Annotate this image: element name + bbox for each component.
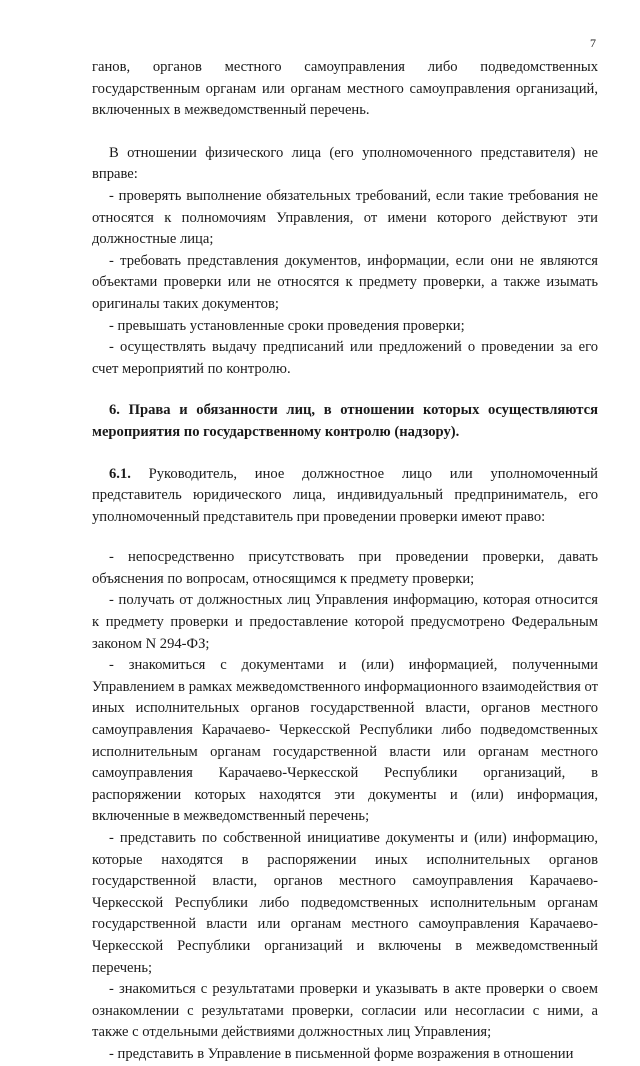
subsection-paragraph bbox=[92, 464, 598, 529]
right-item: - знакомиться с результатами проверки и указывать в акте проверки о своем ознакомлении с результатами проверки, согласии или несогласии с ними, а также с отдельными действиями должностных лиц Управления; bbox=[92, 981, 598, 1041]
right-item: - непосредственно присутствовать при проведении проверки, давать объяснения по вопросам, относящимся к предмету проверки; bbox=[92, 549, 598, 587]
right-item: - представить по собственной инициативе документы и (или) информацию, которые находятся в распоряжении иных исполнительных органов государственной власти, органов местного самоуправления Карачаево- Черкесской Республики либо подведомственных исполнительным органам государственной власти или органам местного самоуправления Карачаево- Черкесской Республики организаций и включены в межведомственный перечень; bbox=[92, 830, 598, 976]
prohibition-item: - проверять выполнение обязательных требований, если такие требования не относятся к полномочиям Управления, от имени которого действуют эти должностные лица; bbox=[92, 187, 598, 248]
prohibition-item: - требовать представления документов, информации, если они не являются объектами проверки или не относятся к предмету проверки, а также изымать оригиналы таких документов; bbox=[92, 252, 598, 312]
right-item: - получать от должностных лиц Управления информацию, которая относится к предмету проверки и предоставление которой предусмотрено Федеральным законом N 294-ФЗ; bbox=[92, 592, 598, 652]
section-heading: 6. Права и обязанности лиц, в отношении которых осуществляются мероприятия по государственному контролю (надзору). bbox=[92, 402, 598, 440]
continued-paragraph: ганов, органов местного самоуправления либо подведомственных государственным органам или органам местного самоуправления организаций, включенных в межведомственный перечень. bbox=[92, 59, 598, 119]
subsection-number: 6.1. bbox=[109, 465, 131, 482]
right-item: - представить в Управление в письменной форме возражения в отношении bbox=[109, 1045, 574, 1062]
right-item: - знакомиться с документами и (или) информацией, полученными Управлением в рамках межведомственного информационного взаимодействия от иных исполнительных органов государственной власти, органов местного самоуправления Карачаево- Черкесской Республики либо подведомственных исполнительным органам государственной власти или органам местного самоуправления Карачаево-Черкесской Республики организаций, в распоряжении которых находятся эти документы и (или) информация, включенные в межведомственный перечень; bbox=[92, 657, 598, 825]
prohibition-item: - осуществлять выдачу предписаний или предложений о проведении за его счет мероприятий по контролю. bbox=[92, 339, 598, 377]
prohibition-item: - превышать установленные сроки проведения проверки; bbox=[109, 317, 465, 334]
page-number: 7 bbox=[590, 36, 596, 50]
document-body bbox=[92, 57, 598, 1066]
prohibitions-intro: В отношении физического лица (его уполномоченного представителя) не вправе: bbox=[92, 144, 598, 183]
subsection-text: Руководитель, иное должностное лицо или уполномоченный представитель юридического лица, индивидуальный предприниматель, его уполномоченный представитель при проведении проверки имеют право: bbox=[92, 465, 598, 525]
